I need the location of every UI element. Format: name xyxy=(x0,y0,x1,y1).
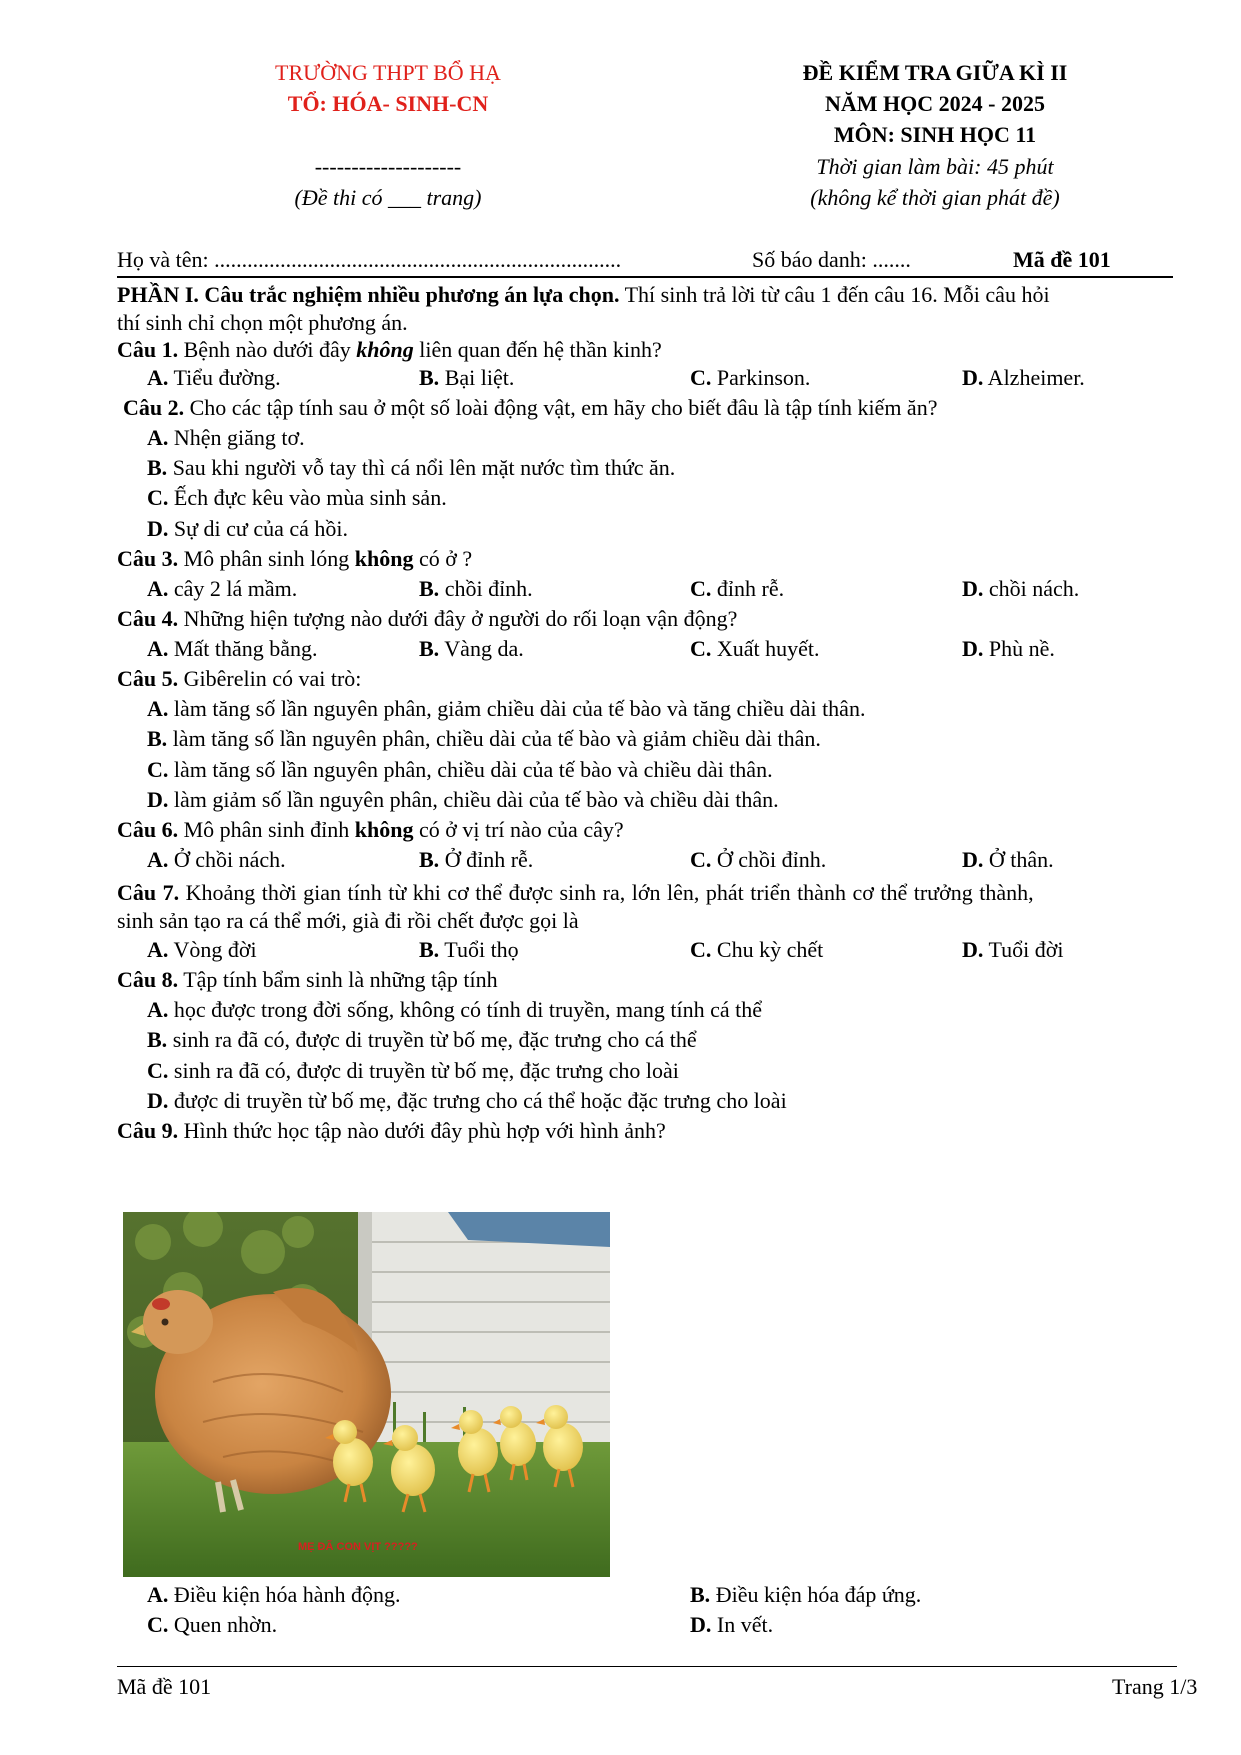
question-text: Khoảng thời gian tính từ khi cơ thể được sinh ra, lớn lên, phát triển thành cơ thể trưởng thành, xyxy=(179,880,1034,905)
question-text: Hình thức học tập nào dưới đây phù hợp với hình ảnh? xyxy=(178,1118,666,1143)
option-letter: B. xyxy=(419,937,440,962)
option-letter: A. xyxy=(147,696,169,721)
option-letter: A. xyxy=(147,847,169,872)
option-text: chồi nách. xyxy=(983,576,1080,601)
option-letter: D. xyxy=(962,636,984,661)
question-text: Tập tính bẩm sinh là những tập tính xyxy=(178,967,498,992)
q9-option-c[interactable] xyxy=(147,1610,277,1640)
q2-option-c[interactable] xyxy=(147,483,447,513)
option-text: Tuổi đời xyxy=(983,937,1064,962)
option-text: Bại liệt. xyxy=(439,365,515,390)
option-letter: B. xyxy=(419,576,440,601)
q8-option-b[interactable] xyxy=(147,1025,697,1055)
option-letter: D. xyxy=(147,516,169,541)
option-text: Điều kiện hóa hành động. xyxy=(168,1582,401,1607)
option-letter: D. xyxy=(962,847,984,872)
q6-option-d[interactable] xyxy=(962,845,1054,875)
q1-option-c[interactable] xyxy=(690,363,810,393)
q8-option-d[interactable] xyxy=(147,1086,787,1116)
question-text: liên quan đến hệ thần kinh? xyxy=(413,337,662,362)
option-text: Ở đỉnh rễ. xyxy=(439,847,534,872)
option-letter: A. xyxy=(147,636,169,661)
q7-option-a[interactable] xyxy=(147,935,257,965)
q7-option-c[interactable] xyxy=(690,935,823,965)
option-text: Quen nhờn. xyxy=(168,1612,278,1637)
q4-option-c[interactable] xyxy=(690,634,820,664)
option-letter: D. xyxy=(962,365,984,390)
question-emphasis: không xyxy=(354,546,414,571)
option-text: làm tăng số lần nguyên phân, giảm chiều dài của tế bào và tăng chiều dài thân. xyxy=(168,696,866,721)
option-text: Ếch đực kêu vào mùa sinh sản. xyxy=(168,485,447,510)
q7-option-d[interactable] xyxy=(962,935,1064,965)
option-text: Mất thăng bằng. xyxy=(168,636,318,661)
question-emphasis: không xyxy=(356,337,414,362)
option-letter: B. xyxy=(147,726,168,751)
option-letter: B. xyxy=(690,1582,711,1607)
option-text: Vòng đời xyxy=(168,937,257,962)
q5-option-b[interactable] xyxy=(147,724,821,754)
option-letter: A. xyxy=(147,997,169,1022)
question-label: Câu 4. xyxy=(117,606,179,631)
candidate-id-field: Số báo danh: ....... xyxy=(752,247,911,272)
option-text: làm giảm số lần nguyên phân, chiều dài của tế bào và chiều dài thân. xyxy=(168,787,779,812)
question-label: Câu 5. xyxy=(117,666,179,691)
question-2 xyxy=(123,393,937,423)
q9-option-b[interactable] xyxy=(690,1580,921,1610)
q3-option-c[interactable] xyxy=(690,574,784,604)
question-label: Câu 1. xyxy=(117,337,179,362)
q6-option-b[interactable] xyxy=(419,845,533,875)
q9-option-a[interactable] xyxy=(147,1580,401,1610)
q7-option-b[interactable] xyxy=(419,935,519,965)
exam-time: Thời gian làm bài: 45 phút xyxy=(816,154,1054,179)
exam-title: ĐỀ KIỂM TRA GIỮA KÌ II xyxy=(802,60,1068,85)
school-name: TRƯỜNG THPT BỔ HẠ xyxy=(275,60,501,85)
q4-option-a[interactable] xyxy=(147,634,317,664)
q5-option-c[interactable] xyxy=(147,755,773,785)
question-3 xyxy=(117,544,472,574)
option-text: làm tăng số lần nguyên phân, chiều dài của tế bào và giảm chiều dài thân. xyxy=(167,726,821,751)
exam-time-note: (không kể thời gian phát đề) xyxy=(810,185,1060,210)
option-text: đỉnh rễ. xyxy=(711,576,785,601)
option-letter: D. xyxy=(147,1088,169,1113)
q8-option-c[interactable] xyxy=(147,1056,679,1086)
hen-ducklings-illustration xyxy=(123,1212,610,1577)
candidate-name-field: Họ và tên: .......................................................................... xyxy=(117,247,622,272)
option-text: làm tăng số lần nguyên phân, chiều dài của tế bào và chiều dài thân. xyxy=(168,757,773,782)
option-text: Sự di cư của cá hồi. xyxy=(168,516,349,541)
footer-divider xyxy=(117,1666,1177,1667)
question-label: Câu 3. xyxy=(117,546,179,571)
option-letter: C. xyxy=(690,365,712,390)
header-dashes: -------------------- xyxy=(314,154,462,179)
pages-note: (Đề thi có ___ trang) xyxy=(294,185,482,210)
option-text: Điều kiện hóa đáp ứng. xyxy=(710,1582,922,1607)
question-label: Câu 7. xyxy=(117,880,180,905)
question-7 xyxy=(117,878,1034,908)
q2-option-b[interactable] xyxy=(147,453,675,483)
photo-caption: MẸ ĐÃ CON VỊT ????? xyxy=(298,1541,418,1553)
question-label: Câu 2. xyxy=(123,395,185,420)
question-7-cont: sinh sản tạo ra cá thể mới, già đi rồi chết được gọi là xyxy=(117,908,579,933)
q6-option-c[interactable] xyxy=(690,845,826,875)
option-letter: C. xyxy=(690,847,712,872)
option-letter: B. xyxy=(147,455,168,480)
question-9 xyxy=(117,1116,666,1146)
option-letter: D. xyxy=(962,937,984,962)
part1-instruction-cont: thí sinh chỉ chọn một phương án. xyxy=(117,310,408,335)
option-text: Vàng da. xyxy=(439,636,524,661)
q6-option-a[interactable] xyxy=(147,845,286,875)
option-letter: C. xyxy=(690,576,712,601)
question-label: Câu 9. xyxy=(117,1118,179,1143)
q1-option-b[interactable] xyxy=(419,363,514,393)
hen-ducklings-photo xyxy=(123,1212,610,1577)
option-letter: B. xyxy=(419,636,440,661)
option-text: Ở chồi đỉnh. xyxy=(711,847,827,872)
option-letter: A. xyxy=(147,576,169,601)
option-text: Chu kỳ chết xyxy=(711,937,824,962)
school-year: NĂM HỌC 2024 - 2025 xyxy=(825,91,1045,116)
option-letter: C. xyxy=(147,1612,169,1637)
option-text: Parkinson. xyxy=(711,365,811,390)
option-text: Alzheimer. xyxy=(983,365,1085,390)
question-text: Mô phân sinh lóng xyxy=(178,546,355,571)
part1-title: PHẦN I. Câu trắc nghiệm nhiều phương án lựa chọn. xyxy=(117,282,620,307)
header-divider xyxy=(117,276,1173,278)
question-text: Gibêrelin có vai trò: xyxy=(178,666,362,691)
option-letter: C. xyxy=(690,636,712,661)
option-letter: D. xyxy=(147,787,169,812)
q3-option-a[interactable] xyxy=(147,574,297,604)
option-text: Xuất huyết. xyxy=(711,636,820,661)
footer-page-number: Trang 1/3 xyxy=(1112,1674,1198,1699)
question-4 xyxy=(117,604,737,634)
question-text: Mô phân sinh đỉnh xyxy=(178,817,355,842)
footer-exam-code: Mã đề 101 xyxy=(117,1674,212,1699)
option-text: Nhện giăng tơ. xyxy=(168,425,305,450)
option-text: Tiểu đường. xyxy=(168,365,281,390)
option-letter: C. xyxy=(147,485,169,510)
exam-code: Mã đề 101 xyxy=(1013,247,1111,272)
question-1 xyxy=(117,335,662,365)
option-text: In vết. xyxy=(711,1612,774,1637)
q4-option-d[interactable] xyxy=(962,634,1055,664)
question-8 xyxy=(117,965,498,995)
question-text: Bệnh nào dưới đây xyxy=(178,337,357,362)
q4-option-b[interactable] xyxy=(419,634,524,664)
option-letter: B. xyxy=(147,1027,168,1052)
option-text: được di truyền từ bố mẹ, đặc trưng cho cá thể hoặc đặc trưng cho loài xyxy=(168,1088,787,1113)
option-letter: B. xyxy=(419,847,440,872)
option-letter: A. xyxy=(147,365,169,390)
question-text: Những hiện tượng nào dưới đây ở người do rối loạn vận động? xyxy=(178,606,738,631)
option-letter: C. xyxy=(147,757,169,782)
q1-option-a[interactable] xyxy=(147,363,281,393)
q5-option-d[interactable] xyxy=(147,785,779,815)
option-letter: C. xyxy=(147,1058,169,1083)
option-text: Ở thân. xyxy=(983,847,1054,872)
q9-option-d[interactable] xyxy=(690,1610,773,1640)
option-text: Ở chồi nách. xyxy=(168,847,286,872)
option-text: cây 2 lá mầm. xyxy=(168,576,298,601)
question-label: Câu 8. xyxy=(117,967,179,992)
department-name: TỔ: HÓA- SINH-CN xyxy=(287,91,489,116)
q5-option-a[interactable] xyxy=(147,694,865,724)
option-text: Tuổi thọ xyxy=(439,937,519,962)
option-letter: A. xyxy=(147,425,169,450)
option-letter: D. xyxy=(962,576,984,601)
option-text: sinh ra đã có, được di truyền từ bố mẹ, đặc trưng cho cá thể xyxy=(167,1027,697,1052)
subject: MÔN: SINH HỌC 11 xyxy=(833,122,1037,147)
option-letter: A. xyxy=(147,1582,169,1607)
option-text: Phù nề. xyxy=(983,636,1055,661)
part1-heading xyxy=(117,280,1050,310)
option-text: sinh ra đã có, được di truyền từ bố mẹ, đặc trưng cho loài xyxy=(168,1058,679,1083)
q3-option-d[interactable] xyxy=(962,574,1079,604)
q1-option-d[interactable] xyxy=(962,363,1085,393)
question-label: Câu 6. xyxy=(117,817,179,842)
question-text: có ở vị trí nào của cây? xyxy=(413,817,624,842)
option-text: Sau khi người vỗ tay thì cá nổi lên mặt nước tìm thức ăn. xyxy=(167,455,676,480)
q8-option-a[interactable] xyxy=(147,995,762,1025)
option-text: học được trong đời sống, không có tính di truyền, mang tính cá thể xyxy=(168,997,763,1022)
part1-instruction: Thí sinh trả lời từ câu 1 đến câu 16. Mỗi câu hỏi xyxy=(619,282,1050,307)
option-letter: A. xyxy=(147,937,169,962)
q2-option-a[interactable] xyxy=(147,423,305,453)
option-letter: C. xyxy=(690,937,712,962)
question-text: có ở ? xyxy=(413,546,473,571)
question-6 xyxy=(117,815,624,845)
question-text: Cho các tập tính sau ở một số loài động vật, em hãy cho biết đâu là tập tính kiếm ăn? xyxy=(184,395,938,420)
option-letter: D. xyxy=(690,1612,712,1637)
q3-option-b[interactable] xyxy=(419,574,533,604)
option-text: chồi đỉnh. xyxy=(439,576,533,601)
option-letter: B. xyxy=(419,365,440,390)
q2-option-d[interactable] xyxy=(147,514,348,544)
question-5 xyxy=(117,664,361,694)
question-emphasis: không xyxy=(354,817,414,842)
